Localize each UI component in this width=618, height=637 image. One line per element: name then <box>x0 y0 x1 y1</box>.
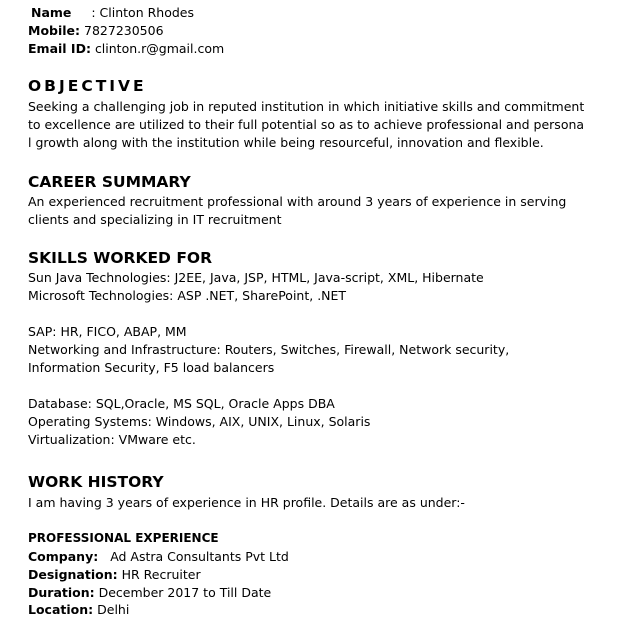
mobile-label: Mobile: <box>28 23 81 38</box>
location-value: Delhi <box>97 602 130 617</box>
career-summary-line-2: clients and specializing in IT recruitment <box>28 212 282 227</box>
designation-row <box>28 566 201 584</box>
skills-line-2: Microsoft Technologies: ASP .NET, SharePoint, .NET <box>28 288 347 303</box>
skills-line-3: SAP: HR, FICO, ABAP, MM <box>28 324 187 339</box>
location-row <box>28 601 129 619</box>
work-history-heading: WORK HISTORY <box>28 473 164 491</box>
name-label: Name <box>31 5 72 20</box>
duration-row <box>28 584 271 602</box>
skills-line-5: Information Security, F5 load balancers <box>28 360 275 375</box>
designation-label: Designation: <box>28 567 118 582</box>
professional-experience-subheading: PROFESSIONAL EXPERIENCE <box>28 531 219 545</box>
email-row <box>28 40 224 58</box>
duration-label: Duration: <box>28 585 95 600</box>
duration-value: December 2017 to Till Date <box>98 585 272 600</box>
objective-line-1: Seeking a challenging job in reputed institution in which initiative skills and commitment <box>28 99 585 114</box>
skills-line-6: Database: SQL,Oracle, MS SQL, Oracle Apps DBA <box>28 396 335 411</box>
mobile-row <box>28 22 164 40</box>
skills-line-1: Sun Java Technologies: J2EE, Java, JSP, HTML, Java-script, XML, Hibernate <box>28 270 484 285</box>
email-label: Email ID: <box>28 41 91 56</box>
company-value: Ad Astra Consultants Pvt Ltd <box>110 549 289 564</box>
career-summary-line-1: An experienced recruitment professional with around 3 years of experience in serving <box>28 194 567 209</box>
skills-line-7: Operating Systems: Windows, AIX, UNIX, Linux, Solaris <box>28 414 371 429</box>
email-value: clinton.r@gmail.com <box>94 41 225 56</box>
company-row <box>28 548 289 566</box>
skills-line-4: Networking and Infrastructure: Routers, Switches, Firewall, Network security, <box>28 342 510 357</box>
name-row <box>31 4 194 22</box>
skills-heading: SKILLS WORKED FOR <box>28 249 213 267</box>
objective-heading: OBJECTIVE <box>28 77 147 95</box>
career-summary-heading: CAREER SUMMARY <box>28 173 191 191</box>
objective-line-3: l growth along with the institution while being resourceful, innovation and flexible. <box>28 135 544 150</box>
company-label: Company: <box>28 549 99 564</box>
objective-line-2: to excellence are utilized to their full potential so as to achieve professional and persona <box>28 117 585 132</box>
name-value: : Clinton Rhodes <box>91 5 194 20</box>
mobile-value: 7827230506 <box>84 23 164 38</box>
skills-line-8: Virtualization: VMware etc. <box>28 432 196 447</box>
work-history-intro: I am having 3 years of experience in HR profile. Details are as under:- <box>28 495 465 510</box>
location-label: Location: <box>28 602 94 617</box>
designation-value: HR Recruiter <box>121 567 201 582</box>
